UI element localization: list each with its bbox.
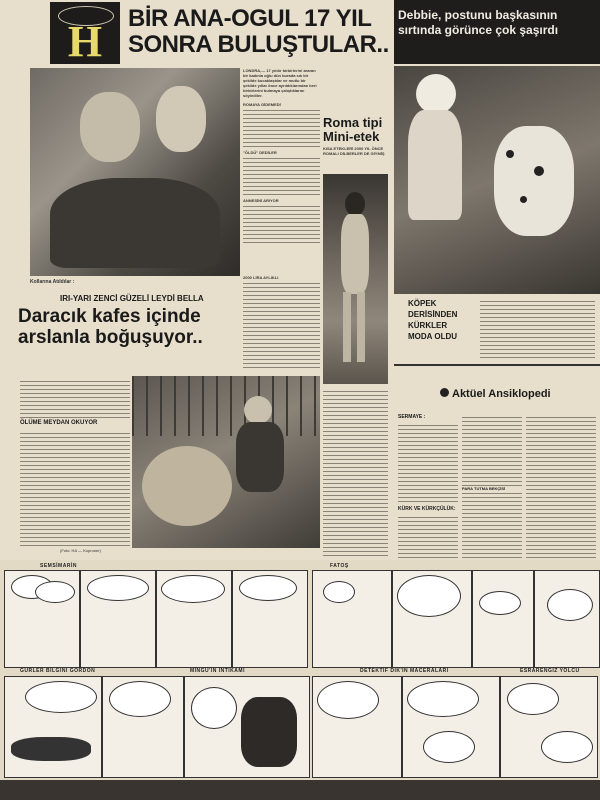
top-story-photo-caption: Kollarına Atıldılar : [30, 279, 75, 285]
top-story-lede: LONDRA,— 17 yıldır birbirlerini araran bir kadınla oğlu dün burada sık bir şekilde kucaklaştılar ve mutlu bir şekilde yıllar önce ayrıldıklarından beri birbirlerini bulmaya çalıştıklarını söylediler. [243, 68, 317, 98]
woman-hat-shape [416, 74, 456, 114]
comic-panel [184, 676, 310, 778]
masthead-logo [50, 2, 120, 64]
lion-shape [142, 446, 232, 526]
debbie-headline-line2: sırtında görünce çok şaşırdı [398, 23, 559, 37]
roma-headline-line2: Mini-etek [323, 129, 380, 144]
comic-panel [4, 570, 80, 668]
top-story-subhead-2: "ÖLDÜ" DEDİLER [243, 150, 277, 155]
comic-panel [312, 676, 402, 778]
model-hair-shape [345, 192, 365, 216]
top-story-headline-line2: SONRA BULUŞTULAR.. [128, 31, 389, 58]
ansiklopedi-section: PARA TUTMA BEKÇİSİ [462, 486, 522, 491]
comic-panel [312, 570, 392, 668]
debbie-box-line: MODA OLDU [408, 332, 458, 341]
leydi-bella-headline-line1: Daracık kafes içinde [18, 306, 201, 327]
son-face-shape [156, 86, 206, 152]
model-body-shape [341, 214, 369, 294]
ansiklopedi-section: KÜRK VE KÜRKÇÜLÜK: [398, 506, 456, 512]
debbie-headline-line1: Debbie, postunu başkasının [398, 8, 558, 22]
lion-cage-photo [132, 376, 320, 548]
top-story-headline-line1: BİR ANA-OGUL 17 YIL [128, 5, 372, 32]
roma-headline [323, 116, 388, 144]
ansiklopedi-body [398, 514, 458, 558]
top-story-subhead-3: ANNESİNİ ARIYOR [243, 198, 279, 203]
mini-skirt-photo [323, 174, 388, 384]
leydi-bella-kicker: IRI-YARI ZENCİ GÜZELİ LEYDİ BELLA [60, 294, 204, 303]
debbie-body [480, 298, 595, 360]
leydi-bella-subhead: ÖLÜME MEYDAN OKUYOR [20, 420, 98, 426]
ansiklopedi-body [398, 422, 458, 502]
ansiklopedi-body [526, 414, 596, 558]
mother-face-shape [80, 92, 140, 162]
ansiklopedi-title-text: Aktüel Ansiklopedi [452, 388, 551, 400]
dog-spot [506, 150, 514, 158]
debbie-box-line: KÜRKLER [408, 321, 448, 330]
text-lines [243, 155, 320, 195]
debbie-box-line: KÖPEK [408, 299, 437, 308]
section-rule [394, 364, 600, 366]
leydi-bella-credit: (Foto: HA — Kopruner) [60, 548, 101, 553]
dog-spot [520, 196, 527, 203]
mother-son-photo [30, 68, 240, 276]
comic-strip-title: SEMSİMARİN [40, 563, 77, 569]
comic-strip-title: ESRARENGİZ YOLCU [520, 668, 580, 674]
leydi-bella-body-continued [20, 430, 130, 546]
roma-body [323, 388, 388, 558]
comic-panel [472, 570, 534, 668]
comic-panel [402, 676, 500, 778]
leydi-bella-headline [18, 306, 243, 348]
ansiklopedi-section: SERMAYE : [398, 414, 426, 420]
debbie-box-line: DERİSİNDEN [408, 310, 458, 319]
debbie-dog-photo [394, 66, 600, 294]
model-leg-shape [343, 292, 351, 362]
comic-panel [534, 570, 600, 668]
comic-strip-title: FATOŞ [330, 563, 349, 569]
roma-subhead: KISA ETEKLERİ 2000 YIL ÖNCE ROMALI DİLBERLER DE GİYMİŞ [323, 146, 385, 156]
top-story-subhead-4: 2000 LİRA AYLIKLI [243, 275, 279, 280]
bella-head-shape [244, 396, 272, 424]
top-story-body [243, 68, 320, 273]
leydi-bella-headline-line2: arslanla boğuşuyor.. [18, 327, 203, 348]
leydi-bella-body [20, 378, 130, 418]
comic-panel [80, 570, 156, 668]
top-story-body-continued [243, 275, 320, 375]
page-shadow [0, 780, 600, 800]
woman-coat-shape [408, 110, 462, 220]
comic-panel [102, 676, 184, 778]
dog-spot [534, 166, 544, 176]
comic-panel [4, 676, 102, 778]
bella-body-shape [236, 422, 284, 492]
top-story-headline [128, 6, 390, 58]
roma-article [323, 116, 388, 156]
debbie-fur-box [408, 298, 478, 342]
text-lines [243, 107, 320, 147]
top-story-subhead-1: ROMAYA GİDEMEDİ [243, 102, 281, 107]
cage-bars [132, 376, 320, 436]
comic-panel [232, 570, 308, 668]
comic-panel [156, 570, 232, 668]
logo-letter: H [67, 17, 103, 66]
text-lines [243, 203, 320, 243]
comic-strip-title: GÜRLER BİLGİNİ GORDON [20, 668, 96, 674]
embrace-shape [50, 178, 220, 268]
comic-panel [500, 676, 598, 778]
comic-strip-title: MİNGÜ'IN İNTİKAMI [190, 668, 245, 674]
globe-icon [440, 388, 449, 397]
comic-panel [392, 570, 472, 668]
comic-strip-title: DETEKTİF DİK'İN MACERALARI [360, 668, 449, 674]
dalmatian-shape [494, 126, 574, 236]
ansiklopedi-title [440, 388, 590, 400]
model-leg-shape [357, 292, 365, 362]
roma-headline-line1: Roma tipi [323, 115, 383, 130]
debbie-headline [398, 8, 598, 38]
text-lines [243, 280, 320, 370]
